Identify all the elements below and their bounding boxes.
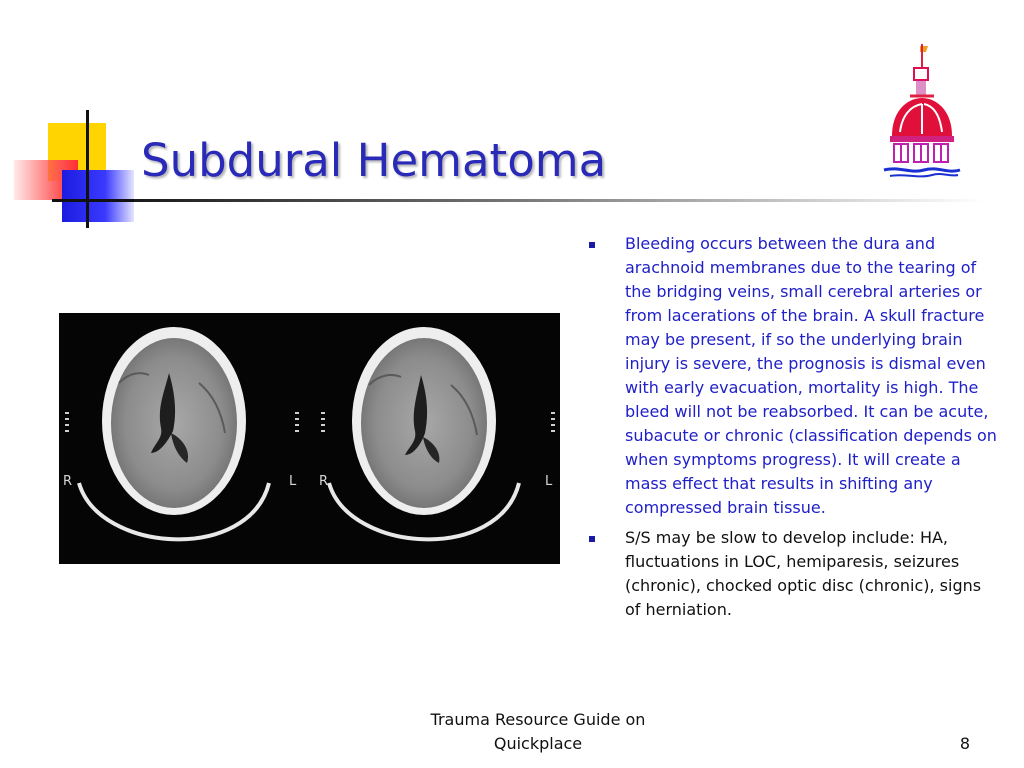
bullet-text: Bleeding occurs between the dura and arachnoid membranes due to the tearing of the bridging veins, small cerebral arteries or from lacerations of the brain. A skull fracture may be present, if so the underlying brain injury is severe, the prognosis is dismal even with early evacuation, mortality is high. The bleed will not be reabsorbed. It can be acute, subacute or chronic (classification depends on when symptoms progress). It will create a mass effect that results in shifting any compressed brain tissue. bbox=[625, 234, 997, 517]
bullet-list bbox=[585, 232, 1000, 628]
ct-scan-image bbox=[59, 313, 560, 564]
ct-right-scan-R-marker: R bbox=[319, 474, 329, 489]
footer-line-1: Trauma Resource Guide on bbox=[430, 710, 646, 729]
title-deco-vertical-line bbox=[86, 110, 89, 228]
square-bullet-icon bbox=[589, 536, 595, 542]
page-number: 8 bbox=[959, 734, 970, 753]
title-deco-blue-square bbox=[62, 170, 134, 222]
footer-caption bbox=[380, 708, 696, 756]
title-underline-rule bbox=[134, 199, 984, 202]
ct-left-scan-R-marker: R bbox=[63, 474, 73, 489]
slide-title: Subdural Hematoma bbox=[141, 134, 607, 187]
bullet-item bbox=[585, 232, 1000, 520]
title-deco-horizontal-line bbox=[52, 199, 134, 202]
footer-line-2: Quickplace bbox=[493, 734, 583, 753]
ct-right-scan-L-marker: L bbox=[545, 474, 553, 489]
capitol-dome-logo-icon bbox=[880, 40, 962, 185]
bullet-text: S/S may be slow to develop include: HA, fluctuations in LOC, hemiparesis, seizures (chronic), chocked optic disc (chronic), signs of herniation. bbox=[625, 528, 982, 619]
ct-left-scan-L-marker: L bbox=[289, 474, 297, 489]
square-bullet-icon bbox=[589, 242, 595, 248]
bullet-item bbox=[585, 526, 1000, 622]
